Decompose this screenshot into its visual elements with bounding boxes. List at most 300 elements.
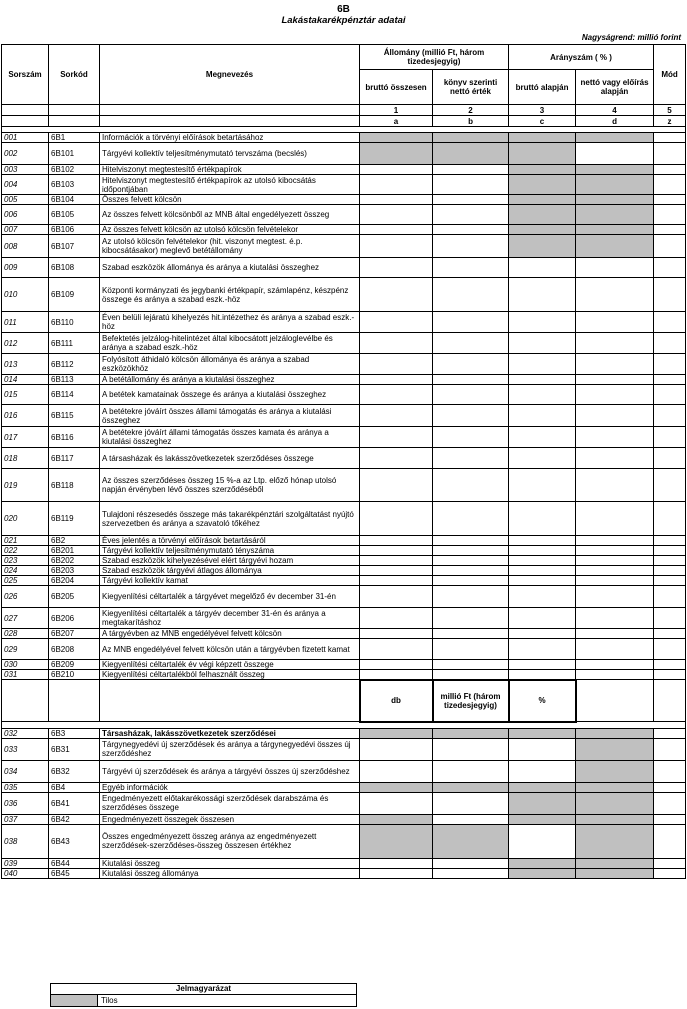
value-cell-2[interactable] (433, 566, 509, 576)
row-label: Tárgynegyedévi új szerződések és aránya a tárgynegyedévi összes új szerződéshez (100, 738, 360, 760)
table-row (2, 195, 686, 205)
value-cell-4[interactable] (576, 333, 654, 354)
legend (50, 983, 357, 1007)
value-cell-4 (576, 814, 654, 824)
value-cell-4[interactable] (576, 536, 654, 546)
mod-cell[interactable] (654, 175, 686, 195)
row-number: 003 (2, 165, 49, 175)
value-cell-2[interactable] (433, 175, 509, 195)
col-group-allomany: Állomány (millió Ft, három tizedesjegyig) (360, 45, 509, 70)
value-cell-3[interactable] (509, 629, 576, 639)
row-label: Kiegyenlítési céltartalékból felhasznált összeg (100, 670, 360, 680)
value-cell-1[interactable] (360, 639, 433, 660)
value-cell-2[interactable] (433, 868, 509, 878)
row-label: Szabad eszközök állománya és aránya a kiutalási összeghez (100, 258, 360, 278)
col-header-sorkod: Sorkód (49, 45, 100, 105)
value-cell-2[interactable] (433, 427, 509, 448)
mod-cell[interactable] (654, 576, 686, 586)
mod-cell[interactable] (654, 258, 686, 278)
row-label: Információk a törvényi előírások betartásához (100, 133, 360, 143)
mod-cell[interactable] (654, 278, 686, 312)
value-cell-1[interactable] (360, 738, 433, 760)
table-row (2, 165, 686, 175)
value-cell-4 (576, 235, 654, 258)
table-row (2, 660, 686, 670)
value-cell-3[interactable] (509, 670, 576, 680)
value-cell-1[interactable] (360, 576, 433, 586)
blank-cell (654, 680, 686, 722)
row-label: Tárgyévi kollektív kamat (100, 576, 360, 586)
value-cell-2[interactable] (433, 165, 509, 175)
value-cell-4[interactable] (576, 660, 654, 670)
value-cell-3[interactable] (509, 639, 576, 660)
table-row (2, 556, 686, 566)
row-label: Társasházak, lakásszövetkezetek szerződései (100, 728, 360, 738)
col-letter-b: b (433, 116, 509, 127)
value-cell-3 (509, 868, 576, 878)
value-cell-4[interactable] (576, 258, 654, 278)
value-cell-1[interactable] (360, 502, 433, 536)
value-cell-4[interactable] (576, 354, 654, 375)
col-letter-c: c (509, 116, 576, 127)
mod-cell[interactable] (654, 629, 686, 639)
value-cell-2[interactable] (433, 448, 509, 469)
mod-cell[interactable] (654, 760, 686, 782)
value-cell-4 (576, 175, 654, 195)
row-label: Központi kormányzati és jegybanki értékpapír, számlapénz, készpénz összege és aránya a szabad eszk.-höz (100, 278, 360, 312)
value-cell-2[interactable] (433, 858, 509, 868)
value-cell-1[interactable] (360, 427, 433, 448)
value-cell-4[interactable] (576, 278, 654, 312)
row-label: A társasházak és lakásszövetkezetek szerződéses összege (100, 448, 360, 469)
value-cell-1[interactable] (360, 566, 433, 576)
mod-cell[interactable] (654, 586, 686, 608)
value-cell-3[interactable] (509, 427, 576, 448)
row-label: Az összes felvett kölcsönből az MNB által engedélyezett összeg (100, 205, 360, 225)
row-number: 009 (2, 258, 49, 278)
row-code: 6B42 (49, 814, 100, 824)
row-number: 029 (2, 639, 49, 660)
row-label: Hitelviszonyt megtestesítő értékpapírok az utolsó kibocsátás időpontjában (100, 175, 360, 195)
value-cell-2[interactable] (433, 639, 509, 660)
row-number: 025 (2, 576, 49, 586)
value-cell-1[interactable] (360, 278, 433, 312)
mod-cell[interactable] (654, 205, 686, 225)
table-row (2, 143, 686, 165)
row-code: 6B102 (49, 165, 100, 175)
row-number: 026 (2, 586, 49, 608)
value-cell-3[interactable] (509, 556, 576, 566)
table-row (2, 312, 686, 333)
value-cell-2[interactable] (433, 258, 509, 278)
blank-cell (49, 680, 100, 722)
value-cell-3[interactable] (509, 546, 576, 556)
mod-cell[interactable] (654, 405, 686, 427)
value-cell-4[interactable] (576, 405, 654, 427)
value-cell-4 (576, 824, 654, 858)
value-cell-1[interactable] (360, 868, 433, 878)
row-number: 030 (2, 660, 49, 670)
value-cell-2[interactable] (433, 576, 509, 586)
value-cell-2[interactable] (433, 608, 509, 629)
value-cell-1[interactable] (360, 235, 433, 258)
mod-cell[interactable] (654, 536, 686, 546)
value-cell-2[interactable] (433, 225, 509, 235)
row-code: 6B1 (49, 133, 100, 143)
mod-cell[interactable] (654, 782, 686, 792)
row-code: 6B116 (49, 427, 100, 448)
value-cell-4[interactable] (576, 448, 654, 469)
mod-cell[interactable] (654, 556, 686, 566)
row-number: 035 (2, 782, 49, 792)
value-cell-2[interactable] (433, 502, 509, 536)
legend-swatch (51, 995, 98, 1006)
value-cell-2[interactable] (433, 792, 509, 814)
row-code: 6B3 (49, 728, 100, 738)
row-label: Éven belüli lejáratú kihelyezés hit.intézethez és aránya a szabad eszk.-höz (100, 312, 360, 333)
value-cell-4[interactable] (576, 469, 654, 502)
table-row (2, 448, 686, 469)
row-label: Szabad eszközök tárgyévi átlagos állománya (100, 566, 360, 576)
row-number: 013 (2, 354, 49, 375)
row-number: 023 (2, 556, 49, 566)
value-cell-4[interactable] (576, 427, 654, 448)
row-code: 6B104 (49, 195, 100, 205)
value-cell-3[interactable] (509, 278, 576, 312)
value-cell-1[interactable] (360, 858, 433, 868)
value-cell-2[interactable] (433, 660, 509, 670)
row-label: Kiegyenlítési céltartalék a tárgyév december 31-én és aránya a megtakarításhoz (100, 608, 360, 629)
value-cell-1[interactable] (360, 660, 433, 670)
value-cell-2[interactable] (433, 405, 509, 427)
col-header-4: nettó vagy előírás alapján (576, 70, 654, 105)
row-label: Összes engedményezett összeg aránya az engedményezett szerződések-szerződéses-összeg összesen értékhez (100, 824, 360, 858)
value-cell-3 (509, 133, 576, 143)
mod-cell[interactable] (654, 792, 686, 814)
value-cell-2[interactable] (433, 354, 509, 375)
value-cell-4 (576, 165, 654, 175)
value-cell-1 (360, 143, 433, 165)
value-cell-2[interactable] (433, 385, 509, 405)
row-code: 6B202 (49, 556, 100, 566)
table-row (2, 258, 686, 278)
value-cell-3[interactable] (509, 405, 576, 427)
value-cell-2[interactable] (433, 546, 509, 556)
value-cell-1 (360, 824, 433, 858)
mod-cell[interactable] (654, 728, 686, 738)
value-cell-4[interactable] (576, 375, 654, 385)
value-cell-3[interactable] (509, 566, 576, 576)
row-code: 6B31 (49, 738, 100, 760)
row-label: A tárgyévben az MNB engedélyével felvett kölcsön (100, 629, 360, 639)
row-code: 6B203 (49, 566, 100, 576)
mod-cell[interactable] (654, 165, 686, 175)
row-label: Tulajdoni részesedés összege más takarékpénztári szolgáltatást nyújtó szervezetben és aránya a szavatoló tőkéhez (100, 502, 360, 536)
row-code: 6B2 (49, 536, 100, 546)
mod-cell[interactable] (654, 448, 686, 469)
value-cell-1[interactable] (360, 333, 433, 354)
table-row (2, 502, 686, 536)
mod-cell[interactable] (654, 868, 686, 878)
value-cell-3[interactable] (509, 536, 576, 546)
row-number: 024 (2, 566, 49, 576)
value-cell-2[interactable] (433, 195, 509, 205)
col-letter-a: a (360, 116, 433, 127)
value-cell-1[interactable] (360, 258, 433, 278)
value-cell-4[interactable] (576, 586, 654, 608)
value-cell-2[interactable] (433, 670, 509, 680)
row-code: 6B117 (49, 448, 100, 469)
col-header-megnevezes: Megnevezés (100, 45, 360, 105)
value-cell-4[interactable] (576, 385, 654, 405)
value-cell-2[interactable] (433, 760, 509, 782)
blank-cell (576, 680, 654, 722)
col-num-4: 4 (576, 105, 654, 116)
legend-title: Jelmagyarázat (51, 984, 356, 995)
value-cell-4[interactable] (576, 639, 654, 660)
table-row (2, 576, 686, 586)
value-cell-2 (433, 133, 509, 143)
value-cell-2 (433, 824, 509, 858)
value-cell-3[interactable] (509, 608, 576, 629)
value-cell-2[interactable] (433, 814, 509, 824)
value-cell-3 (509, 195, 576, 205)
value-cell-3[interactable] (509, 738, 576, 760)
value-cell-4[interactable] (576, 576, 654, 586)
mod-cell[interactable] (654, 195, 686, 205)
mod-cell[interactable] (654, 385, 686, 405)
form-code: 6B (337, 4, 350, 15)
mod-cell[interactable] (654, 738, 686, 760)
value-cell-3 (509, 858, 576, 868)
value-cell-1[interactable] (360, 175, 433, 195)
value-cell-3[interactable] (509, 333, 576, 354)
mod-cell[interactable] (654, 566, 686, 576)
row-label: Az MNB engedélyével felvett kölcsön után a tárgyévben fizetett kamat (100, 639, 360, 660)
row-code: 6B109 (49, 278, 100, 312)
table-row (2, 225, 686, 235)
mod-cell[interactable] (654, 225, 686, 235)
value-cell-3[interactable] (509, 502, 576, 536)
table-row (2, 760, 686, 782)
value-cell-1 (360, 814, 433, 824)
value-cell-3[interactable] (509, 760, 576, 782)
value-cell-1[interactable] (360, 760, 433, 782)
value-cell-2[interactable] (433, 586, 509, 608)
row-number: 019 (2, 469, 49, 502)
mod-cell[interactable] (654, 469, 686, 502)
value-cell-2[interactable] (433, 312, 509, 333)
row-number: 036 (2, 792, 49, 814)
row-label: Kiegyenlítési céltartalék év végi képzett összege (100, 660, 360, 670)
row-code: 6B115 (49, 405, 100, 427)
value-cell-4[interactable] (576, 629, 654, 639)
value-cell-1[interactable] (360, 792, 433, 814)
col-letter-z: z (654, 116, 686, 127)
value-cell-1[interactable] (360, 670, 433, 680)
mod-cell[interactable] (654, 670, 686, 680)
row-code: 6B4 (49, 782, 100, 792)
value-cell-2 (433, 782, 509, 792)
value-cell-2[interactable] (433, 235, 509, 258)
row-number: 007 (2, 225, 49, 235)
value-cell-4 (576, 133, 654, 143)
row-label: Hitelviszonyt megtestesítő értékpapírok (100, 165, 360, 175)
col-letter-d: d (576, 116, 654, 127)
mod-cell[interactable] (654, 546, 686, 556)
row-label: Folyósított áthidaló kölcsön állománya és aránya a szabad eszközökhöz (100, 354, 360, 375)
row-code: 6B45 (49, 868, 100, 878)
value-cell-2[interactable] (433, 629, 509, 639)
value-cell-3[interactable] (509, 824, 576, 858)
table-row (2, 375, 686, 385)
value-cell-1[interactable] (360, 375, 433, 385)
value-cell-3[interactable] (509, 258, 576, 278)
row-number: 001 (2, 133, 49, 143)
row-label: Kiutalási összeg (100, 858, 360, 868)
table-row (2, 639, 686, 660)
blank-cell (100, 680, 360, 722)
row-number: 031 (2, 670, 49, 680)
value-cell-4[interactable] (576, 143, 654, 165)
row-number: 038 (2, 824, 49, 858)
value-cell-4[interactable] (576, 608, 654, 629)
row-code: 6B41 (49, 792, 100, 814)
value-cell-3[interactable] (509, 660, 576, 670)
row-number: 037 (2, 814, 49, 824)
col-header-percent: % (509, 680, 576, 722)
value-cell-1[interactable] (360, 165, 433, 175)
row-code: 6B32 (49, 760, 100, 782)
value-cell-4 (576, 738, 654, 760)
row-number: 039 (2, 858, 49, 868)
value-cell-2[interactable] (433, 536, 509, 546)
table-row (2, 536, 686, 546)
value-cell-2[interactable] (433, 375, 509, 385)
value-cell-1[interactable] (360, 405, 433, 427)
value-cell-1[interactable] (360, 546, 433, 556)
table-row (2, 824, 686, 858)
value-cell-3[interactable] (509, 448, 576, 469)
row-label: Az összes felvett kölcsön az utolsó kölcsön felvételekor (100, 225, 360, 235)
value-cell-1[interactable] (360, 629, 433, 639)
value-cell-3 (509, 814, 576, 824)
value-cell-3 (509, 792, 576, 814)
value-cell-3[interactable] (509, 586, 576, 608)
value-cell-3[interactable] (509, 312, 576, 333)
row-label: Engedményezett előtakarékossági szerződések darabszáma és szerződéses összege (100, 792, 360, 814)
mod-cell[interactable] (654, 354, 686, 375)
value-cell-3[interactable] (509, 385, 576, 405)
row-label: Az összes szerződéses összeg 15 %-a az Ltp. előző hónap utolsó napján érvényben lévő összes szerződéséből (100, 469, 360, 502)
table-row (2, 814, 686, 824)
value-cell-1[interactable] (360, 312, 433, 333)
value-cell-3[interactable] (509, 469, 576, 502)
value-cell-4[interactable] (576, 556, 654, 566)
blank-cell (2, 680, 49, 722)
value-cell-1[interactable] (360, 448, 433, 469)
row-code: 6B201 (49, 546, 100, 556)
row-code: 6B103 (49, 175, 100, 195)
mod-cell[interactable] (654, 824, 686, 858)
value-cell-1[interactable] (360, 469, 433, 502)
value-cell-1[interactable] (360, 536, 433, 546)
value-cell-1[interactable] (360, 556, 433, 566)
value-cell-4[interactable] (576, 670, 654, 680)
mod-cell[interactable] (654, 814, 686, 824)
value-cell-1[interactable] (360, 385, 433, 405)
value-cell-2[interactable] (433, 333, 509, 354)
row-code: 6B208 (49, 639, 100, 660)
value-cell-2[interactable] (433, 556, 509, 566)
mod-cell[interactable] (654, 143, 686, 165)
value-cell-4[interactable] (576, 566, 654, 576)
mod-cell[interactable] (654, 502, 686, 536)
mod-cell[interactable] (654, 858, 686, 868)
row-label: Kiutalási összeg állománya (100, 868, 360, 878)
value-cell-4[interactable] (576, 546, 654, 556)
value-cell-4[interactable] (576, 502, 654, 536)
value-cell-3[interactable] (509, 375, 576, 385)
row-code: 6B106 (49, 225, 100, 235)
value-cell-1[interactable] (360, 586, 433, 608)
mod-cell[interactable] (654, 660, 686, 670)
value-cell-1[interactable] (360, 354, 433, 375)
value-cell-2[interactable] (433, 278, 509, 312)
table-row (2, 333, 686, 354)
value-cell-1[interactable] (360, 205, 433, 225)
value-cell-3[interactable] (509, 576, 576, 586)
mod-cell[interactable] (654, 133, 686, 143)
value-cell-2[interactable] (433, 205, 509, 225)
mod-cell[interactable] (654, 235, 686, 258)
value-cell-4[interactable] (576, 312, 654, 333)
row-number: 002 (2, 143, 49, 165)
col-header-sorszam: Sorszám (2, 45, 49, 105)
mod-cell[interactable] (654, 427, 686, 448)
row-number: 011 (2, 312, 49, 333)
value-cell-1 (360, 728, 433, 738)
value-cell-2[interactable] (433, 738, 509, 760)
row-label: A betétek kamatainak összege és aránya a kiutalási összeghez (100, 385, 360, 405)
row-number: 005 (2, 195, 49, 205)
value-cell-3[interactable] (509, 354, 576, 375)
col-num-3: 3 (509, 105, 576, 116)
row-code: 6B114 (49, 385, 100, 405)
mod-cell[interactable] (654, 333, 686, 354)
row-number: 028 (2, 629, 49, 639)
col-num-1: 1 (360, 105, 433, 116)
value-cell-1[interactable] (360, 225, 433, 235)
table-row (2, 205, 686, 225)
row-code: 6B107 (49, 235, 100, 258)
mod-cell[interactable] (654, 608, 686, 629)
mod-cell[interactable] (654, 375, 686, 385)
table-row (2, 175, 686, 195)
row-label: A betétekre jóváírt állami támogatás összes kamata és aránya a kiutalási összeghez (100, 427, 360, 448)
col-header-2: könyv szerinti nettó érték (433, 70, 509, 105)
mod-cell[interactable] (654, 639, 686, 660)
table-row (2, 354, 686, 375)
value-cell-1[interactable] (360, 608, 433, 629)
mod-cell[interactable] (654, 312, 686, 333)
col-header-db: db (360, 680, 433, 722)
value-cell-2[interactable] (433, 469, 509, 502)
value-cell-3 (509, 143, 576, 165)
value-cell-1[interactable] (360, 195, 433, 205)
table-row (2, 385, 686, 405)
row-number: 034 (2, 760, 49, 782)
